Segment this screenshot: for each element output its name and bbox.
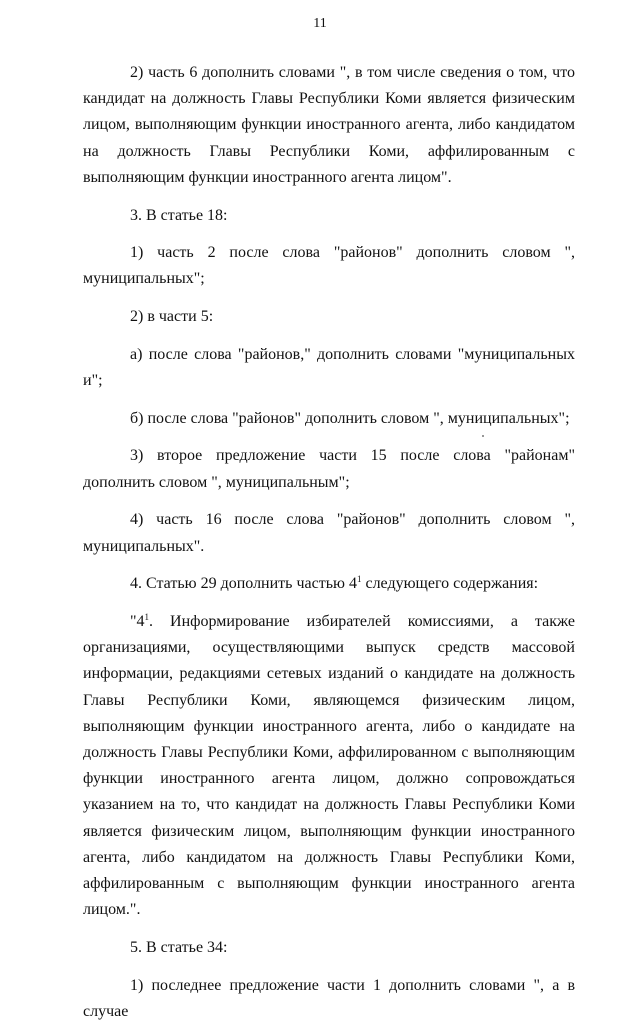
paragraph-article-29-heading bbox=[83, 571, 575, 597]
paragraph-article-18-item-3: 3) второе предложение части 15 после слова "районам" дополнить словом ", муниципальным"; bbox=[83, 447, 575, 491]
paragraph-article-34-item-1: 1) последнее предложение части 1 дополнить словами ", а в случае bbox=[83, 976, 575, 1020]
page-number: 11 bbox=[313, 16, 327, 31]
scan-speck bbox=[482, 435, 484, 437]
superscript: 1 bbox=[144, 611, 150, 622]
paragraph-article-18-item-2a: а) после слова "районов," дополнить словами "муниципальных и"; bbox=[83, 345, 575, 390]
paragraph-part-6-addition: 2) часть 6 дополнить словами ", в том числе сведения о том, что кандидат на должность Главы Республики Коми является физическим лицом, выполняющим функции иностранного агента, либо кандидатом на должность Главы Республики Коми, аффилированным с выполняющим функции иностранного агента лицом". bbox=[83, 64, 575, 186]
paragraph-article-34-heading: 5. В статье 34: bbox=[130, 938, 228, 956]
text-fragment: . Информирование избирателей комиссиями, а также организациями, осуществляющими выпуск средств массовой информации, редакциями сетевых изданий о кандидате на должность Главы Республики Коми, являющемся физическим лицом, выполняющим функции иностранного агента, либо о кандидате на должность Главы Республики Коми, аффилированном с выполняющим функции иностранного агента лицом, должно сопровождаться указанием на то, что кандидат на должность Главы Республики Коми является физическим лицом, выполняющим функции иностранного агента, либо кандидатом на должность Главы Республики Коми, аффилированным с выполняющим функции иностранного агента лицом.". bbox=[83, 612, 575, 919]
document-body bbox=[83, 60, 575, 1025]
paragraph-article-18-item-1: 1) часть 2 после слова "районов" дополнить словом ", муниципальных"; bbox=[83, 244, 575, 288]
paragraph-article-18-item-2: 2) в части 5: bbox=[130, 308, 214, 326]
text-fragment: следующего содержания: bbox=[361, 575, 539, 593]
text-fragment: 4. Статью 29 дополнить частью 4 bbox=[130, 575, 357, 593]
paragraph-article-18-item-2b: б) после слова "районов" дополнить словом ", муниципальных"; bbox=[130, 409, 570, 427]
text-fragment: "4 bbox=[130, 612, 145, 630]
paragraph-part-4-1-text bbox=[83, 609, 575, 923]
paragraph-article-18-item-4: 4) часть 16 после слова "районов" дополнить словом ", муниципальных". bbox=[83, 511, 575, 555]
paragraph-article-18-heading: 3. В статье 18: bbox=[130, 206, 228, 224]
superscript: 1 bbox=[356, 574, 362, 585]
